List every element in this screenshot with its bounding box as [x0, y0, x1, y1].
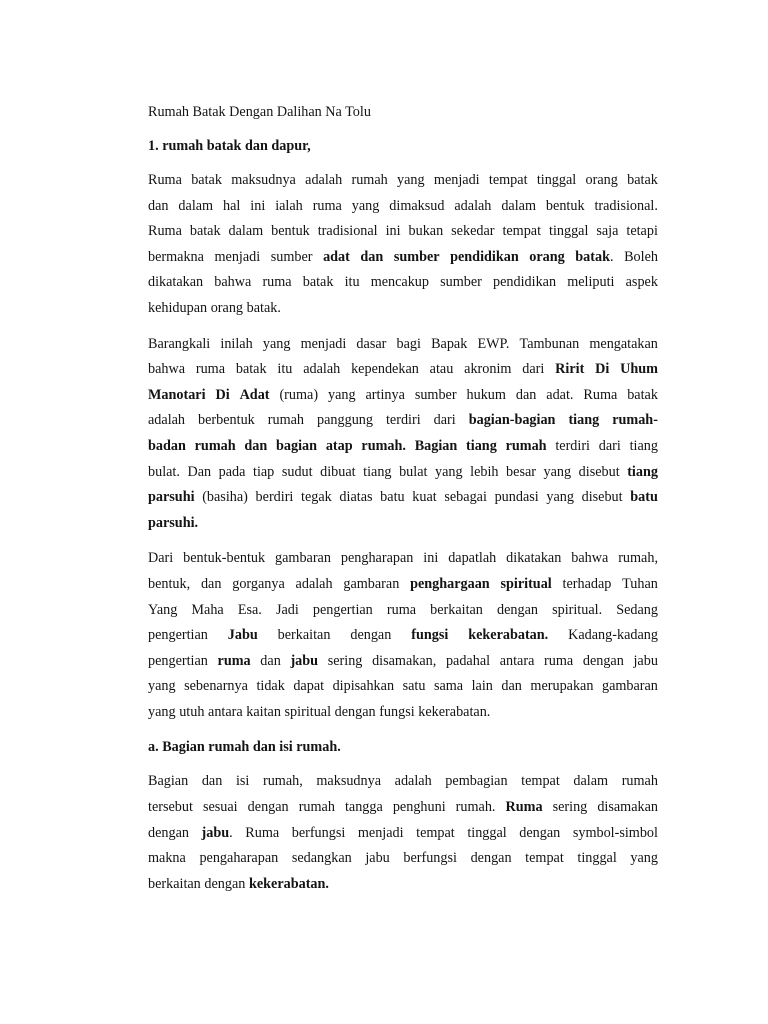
word: diatas	[339, 489, 373, 506]
word: berkaitan	[430, 601, 483, 618]
word: tinggal	[467, 824, 507, 841]
word: jabu	[633, 652, 658, 669]
word: atau	[429, 361, 454, 378]
word: jabu	[290, 652, 319, 669]
word: hukum	[466, 386, 506, 403]
word: pengertian	[312, 601, 373, 618]
word: bermakna	[148, 248, 204, 265]
word: Di	[595, 361, 610, 378]
word: batak	[235, 361, 267, 378]
word: ruma	[262, 274, 292, 291]
word: Uhum	[620, 361, 658, 378]
word: berbentuk	[198, 412, 255, 429]
text-line	[148, 434, 658, 460]
word: Yang	[148, 601, 178, 618]
paragraph	[148, 332, 658, 537]
word: saja	[596, 223, 619, 240]
word: pundasi	[494, 489, 539, 506]
word: tersebut	[148, 799, 193, 816]
word: dan	[201, 773, 223, 790]
word: (basiha)	[202, 489, 248, 506]
word: pendidikan	[450, 248, 519, 265]
word: penghargaan	[410, 575, 490, 592]
word: kekerabatan.	[248, 875, 329, 892]
word: orang	[529, 248, 565, 265]
word: sumber	[270, 248, 313, 265]
word: atap	[325, 437, 353, 454]
word: pengaharapan	[199, 850, 279, 867]
word: sesuai	[202, 799, 238, 816]
text-line	[148, 872, 658, 898]
word: terdiri	[385, 412, 421, 429]
document-sections	[148, 134, 658, 897]
word: bagi	[396, 335, 421, 352]
word: disebut	[578, 463, 620, 480]
word: ruma	[386, 601, 417, 618]
word: adat	[323, 248, 350, 265]
word: berfungsi	[403, 850, 457, 867]
word: batak	[189, 223, 221, 240]
text-line	[148, 408, 658, 434]
word: tiang	[466, 437, 497, 454]
word: dan	[515, 386, 537, 403]
text-line	[148, 649, 658, 675]
word: adalah	[303, 361, 341, 378]
word: bentuk	[545, 197, 585, 214]
word: disebut	[581, 489, 623, 506]
word: jabu.	[201, 824, 233, 841]
word: Esa.	[237, 601, 262, 618]
section-heading: 1. rumah batak dan dapur,	[148, 138, 311, 154]
word: bulat.	[148, 463, 180, 480]
word: (ruma)	[279, 386, 319, 403]
word: disamakan,	[372, 652, 437, 669]
word: orang	[210, 299, 244, 316]
word: rumah.	[455, 799, 496, 816]
word: mencakup	[370, 274, 429, 291]
word: bahwa	[214, 274, 252, 291]
word: Ruma	[245, 824, 280, 841]
word: sekedar	[451, 223, 495, 240]
word: batak	[302, 274, 334, 291]
word: dalam	[573, 773, 609, 790]
word: ini	[423, 550, 439, 567]
word: parsuhi.	[148, 514, 199, 531]
word: adat.	[546, 386, 574, 403]
word: dan	[260, 652, 281, 669]
word: utuh	[179, 703, 205, 720]
word: yang	[351, 197, 380, 214]
word: yang	[434, 463, 463, 480]
word: tiang	[363, 463, 392, 480]
word: orang	[585, 172, 618, 188]
word: batak	[627, 172, 658, 188]
word: gorganya	[232, 575, 285, 592]
word: dan	[501, 678, 522, 695]
word: Bagian	[414, 437, 458, 454]
word: tempat	[416, 824, 455, 841]
word: dan	[200, 575, 222, 592]
word: Ruma	[148, 172, 182, 188]
word: disamakan	[597, 799, 658, 816]
word: Adat	[239, 386, 270, 403]
text-line	[148, 546, 658, 572]
word: sumber	[440, 274, 482, 291]
word: makna	[148, 850, 186, 867]
word: pembagian	[445, 773, 508, 790]
word: sebagai	[444, 489, 487, 506]
word: Bagian	[148, 773, 189, 790]
word: dari	[522, 361, 545, 378]
word: dapatlah	[448, 550, 497, 567]
word: padahal	[445, 652, 491, 669]
word: parsuhi	[148, 489, 195, 506]
word: tempat	[502, 223, 542, 240]
word: pendidikan	[493, 274, 557, 291]
word: besar	[506, 463, 536, 480]
word: dari	[598, 437, 621, 454]
text-line	[148, 296, 658, 322]
word: tempat	[525, 850, 564, 867]
word: rumah	[621, 773, 658, 790]
word: tinggal	[549, 223, 589, 240]
word: bentuk-bentuk	[183, 550, 266, 567]
text-line	[148, 357, 658, 383]
word: Dari	[148, 550, 174, 567]
word: yang	[262, 335, 291, 352]
word: penghuni	[392, 799, 446, 816]
word: rumah	[194, 437, 236, 454]
word: Ruma	[505, 799, 543, 816]
word: tradisional.	[594, 197, 658, 214]
word: dipisahkan	[332, 678, 395, 695]
text-line	[148, 846, 658, 872]
document-body	[148, 100, 658, 897]
word: kehidupan	[148, 299, 208, 316]
word: ialah	[275, 197, 303, 214]
word: adalah	[295, 575, 333, 592]
word: Boleh	[624, 248, 658, 265]
word: Ririt	[555, 361, 585, 378]
word: dengan	[582, 652, 624, 669]
word: pengertian	[148, 652, 208, 669]
word: Jadi	[275, 601, 299, 618]
word: badan	[148, 437, 186, 454]
word: tempat	[521, 773, 560, 790]
word: rumah.	[361, 437, 406, 454]
word: tinggal	[536, 172, 577, 188]
word: maksudnya	[231, 172, 296, 188]
word: ruma	[195, 361, 226, 378]
word: batu	[380, 489, 405, 506]
word: adalah	[305, 172, 343, 188]
word: yang	[148, 678, 176, 695]
word: artinya	[365, 386, 405, 403]
word: dari	[433, 412, 456, 429]
word: kekerabatan.	[418, 703, 491, 720]
text-line	[148, 700, 658, 726]
word: EWP.	[477, 335, 510, 352]
word: terhadap	[562, 575, 612, 592]
text-line	[148, 270, 658, 296]
word: tempat	[488, 172, 528, 188]
word: dengan	[470, 850, 512, 867]
text-line	[148, 383, 658, 409]
word: inilah	[220, 335, 253, 352]
text-line	[148, 598, 658, 624]
word: Kadang-kadang	[568, 627, 658, 644]
word: tangga	[344, 799, 383, 816]
word: dengan	[497, 601, 538, 618]
word: dengan	[148, 824, 189, 841]
word: pengertian	[148, 627, 208, 644]
document-section	[148, 735, 658, 897]
word: dalam	[228, 223, 264, 240]
word: gambaran	[275, 550, 331, 567]
word: symbol-simbol	[572, 824, 658, 841]
document-section	[148, 134, 658, 725]
word: menjadi	[433, 172, 480, 188]
word: kaitan	[246, 703, 281, 720]
word: kuat	[412, 489, 437, 506]
word: kependekan	[351, 361, 419, 378]
word: rumah	[351, 172, 388, 188]
text-line	[148, 821, 658, 847]
word: batu	[630, 489, 658, 506]
word: maksudnya	[316, 773, 382, 790]
word: bentuk,	[148, 575, 191, 592]
word: tiang	[568, 412, 600, 429]
word: sebenarnya	[184, 678, 248, 695]
word: mengatakan	[589, 335, 658, 352]
word: sering	[327, 652, 363, 669]
word: itu	[344, 274, 360, 291]
word: tidak	[256, 678, 285, 695]
word: bagian-bagian	[468, 412, 556, 429]
word: dan	[360, 248, 384, 265]
word: akronim	[464, 361, 512, 378]
word: spiritual.	[552, 601, 603, 618]
word: merupakan	[530, 678, 594, 695]
word: adalah	[454, 197, 492, 214]
word: hal	[223, 197, 241, 214]
text-line	[148, 194, 658, 220]
paragraph	[148, 168, 658, 322]
text-line	[148, 332, 658, 358]
word: pada	[218, 463, 246, 480]
document-title: Rumah Batak Dengan Dalihan Na Tolu	[148, 104, 371, 120]
word: lain	[471, 678, 493, 695]
word: sumber	[393, 248, 440, 265]
word: isi	[235, 773, 250, 790]
text-line	[148, 572, 658, 598]
word: tegak	[301, 489, 332, 506]
word: gambaran	[601, 678, 658, 695]
word: yang	[546, 489, 574, 506]
word: itu	[277, 361, 293, 378]
word: antara	[208, 703, 243, 720]
word: tetapi	[626, 223, 658, 240]
word: batak.	[246, 299, 281, 316]
word: aspek	[625, 274, 658, 291]
word: rumah,	[618, 550, 658, 567]
word: terdiri	[555, 437, 590, 454]
word: ini	[250, 197, 266, 214]
word: bahwa	[148, 361, 186, 378]
word: batak	[191, 172, 222, 188]
word: yang	[397, 172, 425, 188]
word: Barangkali	[148, 335, 211, 352]
word: rumah,	[262, 773, 303, 790]
word: Dan	[187, 463, 212, 480]
word: fungsi	[411, 627, 449, 644]
word: rumah	[505, 437, 547, 454]
word: batak.	[575, 248, 614, 265]
word: panggung	[317, 412, 373, 429]
word: Manotari	[148, 386, 206, 403]
word: tiang	[627, 463, 658, 480]
word: sering	[552, 799, 588, 816]
word: berkaitan	[277, 627, 331, 644]
word: satu	[402, 678, 426, 695]
word: dibuat	[320, 463, 356, 480]
text-line	[148, 460, 658, 486]
text-line	[148, 168, 658, 194]
word: dapat	[293, 678, 325, 695]
word: batak	[627, 386, 658, 403]
word: lebih	[470, 463, 499, 480]
word: dengan	[204, 875, 246, 892]
word: berdiri	[255, 489, 294, 506]
word: bulat	[399, 463, 428, 480]
word: Tuhan	[622, 575, 658, 592]
word: yang	[543, 463, 572, 480]
word: fungsi	[379, 703, 415, 720]
word: Jabu	[227, 627, 258, 644]
text-line	[148, 623, 658, 649]
word: adalah	[148, 412, 186, 429]
word: Maha	[191, 601, 224, 618]
word: yang	[327, 386, 356, 403]
word: sedangkan	[291, 850, 352, 867]
paragraph	[148, 546, 658, 725]
word: berfungsi	[291, 824, 346, 841]
text-line	[148, 219, 658, 245]
word: sama	[433, 678, 464, 695]
word: dimaksud	[389, 197, 445, 214]
text-line	[148, 245, 658, 271]
paragraph	[148, 769, 658, 897]
word: dikatakan	[148, 274, 204, 291]
word: ini	[385, 223, 401, 240]
word: antara	[499, 652, 535, 669]
word: dikatakan	[506, 550, 562, 567]
word: meliputi	[567, 274, 615, 291]
word: Tambunan	[519, 335, 580, 352]
word: dengan	[350, 627, 392, 644]
word: ruma	[544, 652, 574, 669]
word: Di	[215, 386, 230, 403]
word: dengan	[519, 824, 561, 841]
word: bahwa	[571, 550, 609, 567]
word: spiritual	[284, 703, 332, 720]
word: Sedang	[616, 601, 658, 618]
word: yang	[148, 703, 176, 720]
word: menjadi	[300, 335, 347, 352]
word: dasar	[356, 335, 387, 352]
word: rumah	[267, 412, 305, 429]
word: berkaitan	[148, 875, 201, 892]
word: rumah-	[612, 412, 658, 429]
word: dalam	[178, 197, 214, 214]
word: rumah	[298, 799, 335, 816]
word: dalam	[501, 197, 536, 214]
text-line	[148, 674, 658, 700]
text-line	[148, 511, 658, 537]
word: menjadi	[357, 824, 404, 841]
word: jabu	[365, 850, 390, 867]
word: bentuk	[271, 223, 310, 240]
text-line	[148, 485, 658, 511]
word: ruma	[217, 652, 251, 669]
word: bagian	[276, 437, 318, 454]
word: tiang	[629, 437, 658, 454]
word: tinggal	[577, 850, 617, 867]
text-line	[148, 769, 658, 795]
word: sudut	[281, 463, 313, 480]
word: menjadi	[214, 248, 261, 265]
word: Ruma	[583, 386, 618, 403]
word: sumber	[414, 386, 457, 403]
word: dan	[244, 437, 268, 454]
text-line	[148, 795, 658, 821]
word: Bapak	[431, 335, 468, 352]
word: pengharapan	[340, 550, 414, 567]
word: dengan	[334, 703, 376, 720]
word: kekerabatan.	[468, 627, 549, 644]
word: Ruma	[148, 223, 182, 240]
word: yang	[630, 850, 658, 867]
section-heading: a. Bagian rumah dan isi rumah.	[148, 739, 341, 756]
word: tiap	[253, 463, 275, 480]
word: adalah	[394, 773, 432, 790]
word: tradisional	[317, 223, 378, 240]
word: gambaran	[343, 575, 400, 592]
word: bukan	[408, 223, 444, 240]
word: dengan	[247, 799, 289, 816]
word: spiritual	[500, 575, 552, 592]
word: ruma	[312, 197, 342, 214]
word: dan	[148, 197, 169, 214]
